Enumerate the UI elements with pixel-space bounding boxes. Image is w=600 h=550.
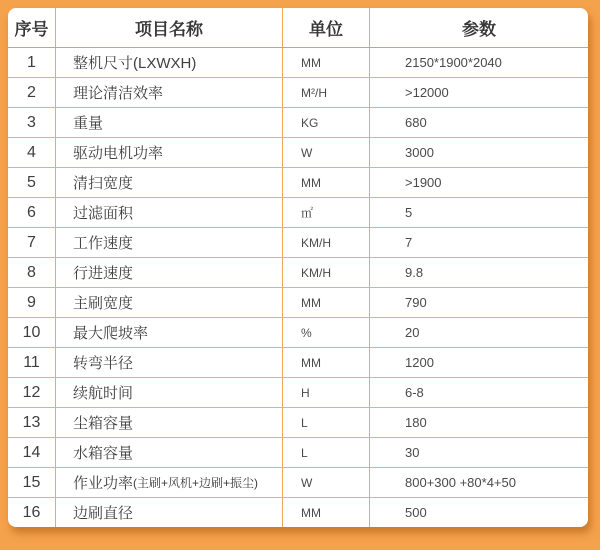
row-name <box>56 318 283 347</box>
table-header-row <box>8 8 588 48</box>
row-unit: % <box>283 318 370 347</box>
row-unit: MM <box>283 348 370 377</box>
row-unit: M²/H <box>283 78 370 107</box>
table-row <box>8 287 588 317</box>
row-value: 180 <box>405 415 427 430</box>
row-value: 2150*1900*2040 <box>405 55 502 70</box>
row-value: 9.8 <box>405 265 424 280</box>
row-name-text: 行进速度 <box>73 265 134 282</box>
row-no: 1 <box>8 48 56 77</box>
table-row <box>8 77 588 107</box>
row-value: 6-8 <box>405 385 424 400</box>
row-value: 7 <box>405 235 413 250</box>
row-unit: MM <box>283 168 370 197</box>
row-name-text: 理论清洁效率 <box>73 85 164 102</box>
row-name-text: 重量 <box>73 115 104 132</box>
row-no: 11 <box>8 348 56 377</box>
row-unit: ㎡ <box>283 198 370 227</box>
row-name <box>56 468 283 497</box>
row-name <box>56 48 283 77</box>
row-name-text: 续航时间 <box>73 385 134 402</box>
row-name <box>56 198 283 227</box>
table-row <box>8 137 588 167</box>
table-row <box>8 377 588 407</box>
row-unit: KM/H <box>283 258 370 287</box>
table-row <box>8 407 588 437</box>
table-row <box>8 107 588 137</box>
row-name-text: 最大爬坡率 <box>73 325 149 342</box>
row-unit: H <box>283 378 370 407</box>
row-value: 500 <box>405 505 427 520</box>
row-no: 13 <box>8 408 56 437</box>
row-no: 6 <box>8 198 56 227</box>
row-name-text: 作业功率 <box>73 475 134 492</box>
table-row <box>8 317 588 347</box>
row-name <box>56 288 283 317</box>
row-value: 680 <box>405 115 427 130</box>
row-unit: KM/H <box>283 228 370 257</box>
table-row <box>8 437 588 467</box>
table-row <box>8 467 588 497</box>
table-row <box>8 197 588 227</box>
row-value: 5 <box>405 205 413 220</box>
row-no: 15 <box>8 468 56 497</box>
row-name-text: 边刷直径 <box>73 505 134 522</box>
header-value: 参数 <box>462 20 496 39</box>
row-name <box>56 78 283 107</box>
header-no: 序号 <box>8 8 56 47</box>
table-row <box>8 227 588 257</box>
row-unit: MM <box>283 498 370 527</box>
row-value: >12000 <box>405 85 449 100</box>
row-name <box>56 258 283 287</box>
table-row <box>8 48 588 77</box>
row-name-text: 水箱容量 <box>73 445 134 462</box>
row-no: 4 <box>8 138 56 167</box>
row-no: 9 <box>8 288 56 317</box>
row-value: 3000 <box>405 145 434 160</box>
row-name-text: 工作速度 <box>73 235 134 252</box>
row-no: 10 <box>8 318 56 347</box>
row-name <box>56 168 283 197</box>
table-row <box>8 347 588 377</box>
row-name-text: 整机尺寸(LXWXH) <box>73 55 197 72</box>
row-unit: L <box>283 438 370 467</box>
row-unit: MM <box>283 288 370 317</box>
header-name: 项目名称 <box>56 8 283 47</box>
row-unit: W <box>283 468 370 497</box>
row-unit: L <box>283 408 370 437</box>
spec-table <box>8 8 588 527</box>
row-no: 7 <box>8 228 56 257</box>
row-value: 790 <box>405 295 427 310</box>
row-name <box>56 228 283 257</box>
row-name <box>56 138 283 167</box>
row-name <box>56 378 283 407</box>
row-value: >1900 <box>405 175 442 190</box>
row-name <box>56 498 283 527</box>
row-name-text: 转弯半径 <box>73 355 134 372</box>
row-name-text: 清扫宽度 <box>73 175 134 192</box>
row-name-text: 过滤面积 <box>73 205 134 222</box>
row-no: 3 <box>8 108 56 137</box>
row-name <box>56 438 283 467</box>
row-value: 30 <box>405 445 420 460</box>
table-row <box>8 257 588 287</box>
row-value: 1200 <box>405 355 434 370</box>
row-name-subtext: (主刷+风机+边刷+振尘) <box>133 476 259 490</box>
row-unit: W <box>283 138 370 167</box>
header-unit: 单位 <box>283 8 370 47</box>
table-row <box>8 497 588 527</box>
row-unit: KG <box>283 108 370 137</box>
row-no: 8 <box>8 258 56 287</box>
table-row <box>8 167 588 197</box>
row-name-text: 驱动电机功率 <box>73 145 164 162</box>
row-value: 20 <box>405 325 420 340</box>
row-name-text: 尘箱容量 <box>73 415 134 432</box>
row-name <box>56 408 283 437</box>
row-unit: MM <box>283 48 370 77</box>
row-name-text: 主刷宽度 <box>73 295 134 312</box>
row-no: 14 <box>8 438 56 467</box>
row-no: 16 <box>8 498 56 527</box>
row-no: 12 <box>8 378 56 407</box>
row-no: 2 <box>8 78 56 107</box>
row-value: 800+300 +80*4+50 <box>405 475 516 490</box>
row-no: 5 <box>8 168 56 197</box>
row-name <box>56 108 283 137</box>
row-name <box>56 348 283 377</box>
